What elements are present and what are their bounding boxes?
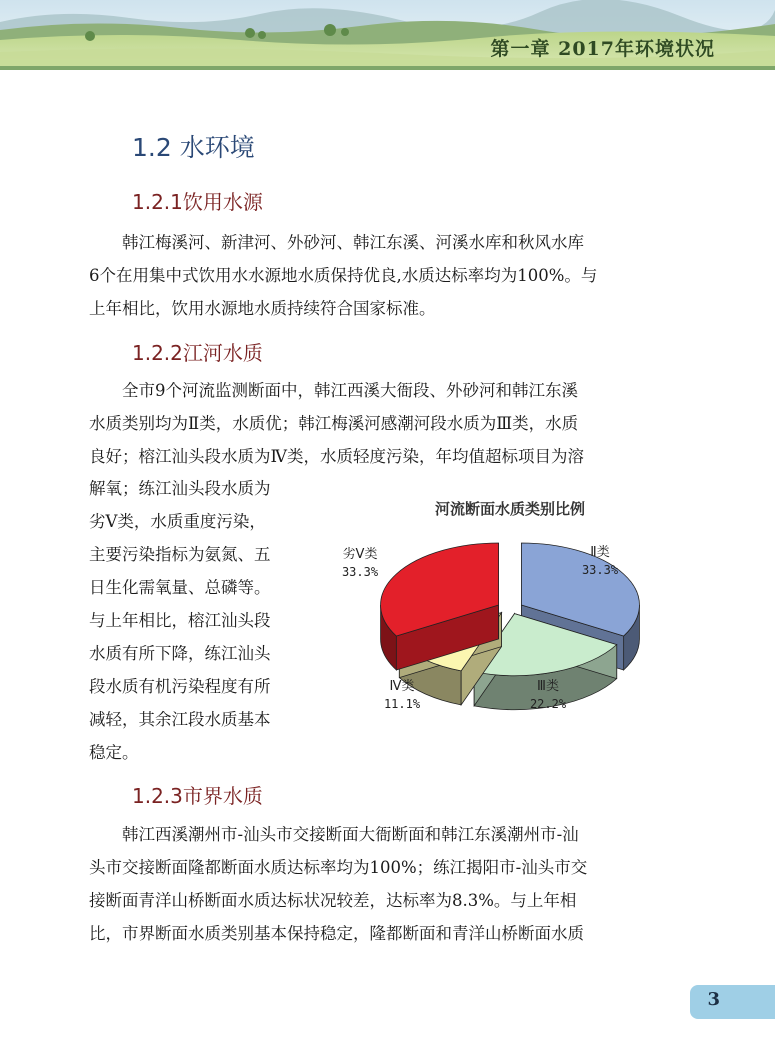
subsection-title-boundary-water: 1.2.3市界水质 xyxy=(132,784,263,808)
text-line: 水质类别均为Ⅱ类，水质优；韩江梅溪河感潮河段水质为Ⅲ类，水质 xyxy=(89,414,579,433)
page-number: 3 xyxy=(707,989,720,1010)
text-line: 劣Ⅴ类，水质重度污染， xyxy=(89,512,266,531)
text-line: 良好；榕江汕头段水质为Ⅳ类，水质轻度污染，年均值超标项目为溶 xyxy=(89,447,584,466)
text-line: 主要污染指标为氨氮、五 xyxy=(89,545,271,564)
paragraph-river-water xyxy=(89,374,689,473)
chapter-title: 第一章 2017年环境状况 xyxy=(490,38,715,60)
text-line: 韩江西溪潮州市-汕头市交接断面大衙断面和韩江东溪潮州市-汕 xyxy=(122,825,579,844)
paragraph-river-water-wrapped xyxy=(89,472,349,769)
pie-label: Ⅲ类 xyxy=(537,679,559,694)
text-line: 6个在用集中式饮用水水源地水质保持优良,水质达标率均为100%。与 xyxy=(89,266,598,285)
paragraph-boundary-water xyxy=(89,818,689,950)
text-line: 上年相比，饮用水源地水质持续符合国家标准。 xyxy=(89,299,436,318)
text-line: 韩江梅溪河、新津河、外砂河、韩江东溪、河溪水库和秋风水库 xyxy=(122,233,584,252)
text-line: 与上年相比，榕江汕头段 xyxy=(89,611,271,630)
pie-value-label: 33.3% xyxy=(341,565,379,579)
section-title: 1.2 水环境 xyxy=(132,133,255,162)
subsection-title-drinking-water: 1.2.1饮用水源 xyxy=(132,190,263,214)
text-line: 水质有所下降，练江汕头 xyxy=(89,644,271,663)
text-line: 减轻，其余江段水质基本 xyxy=(89,710,271,729)
pie-label: Ⅳ类 xyxy=(389,679,415,694)
text-line: 稳定。 xyxy=(89,743,139,762)
text-line: 接断面青洋山桥断面水质达标状况较差，达标率为8.3%。与上年相 xyxy=(89,891,577,910)
text-line: 解氧；练江汕头段水质为 xyxy=(89,479,271,498)
pie-label: 劣Ⅴ类 xyxy=(342,547,378,562)
pie-chart-svg xyxy=(330,490,690,730)
paragraph-drinking-water xyxy=(89,226,689,325)
text-line: 全市9个河流监测断面中，韩江西溪大衙段、外砂河和韩江东溪 xyxy=(122,381,578,400)
text-line: 日生化需氧量、总磷等。 xyxy=(89,578,271,597)
text-line: 头市交接断面隆都断面水质达标率均为100%；练江揭阳市-汕头市交 xyxy=(89,858,588,877)
chart-title: 河流断面水质类别比例 xyxy=(434,500,586,518)
pie-value-label: 11.1% xyxy=(383,697,421,711)
water-quality-pie-chart xyxy=(330,490,690,730)
pie-value-label: 33.3% xyxy=(581,563,619,577)
text-line: 比，市界断面水质类别基本保持稳定，隆都断面和青洋山桥断面水质 xyxy=(89,924,584,943)
pie-label: Ⅱ类 xyxy=(590,545,610,560)
text-line: 段水质有机污染程度有所 xyxy=(89,677,271,696)
page-number-tab xyxy=(690,985,775,1019)
pie-value-label: 22.2% xyxy=(529,697,567,711)
subsection-title-river-water: 1.2.2江河水质 xyxy=(132,341,263,365)
